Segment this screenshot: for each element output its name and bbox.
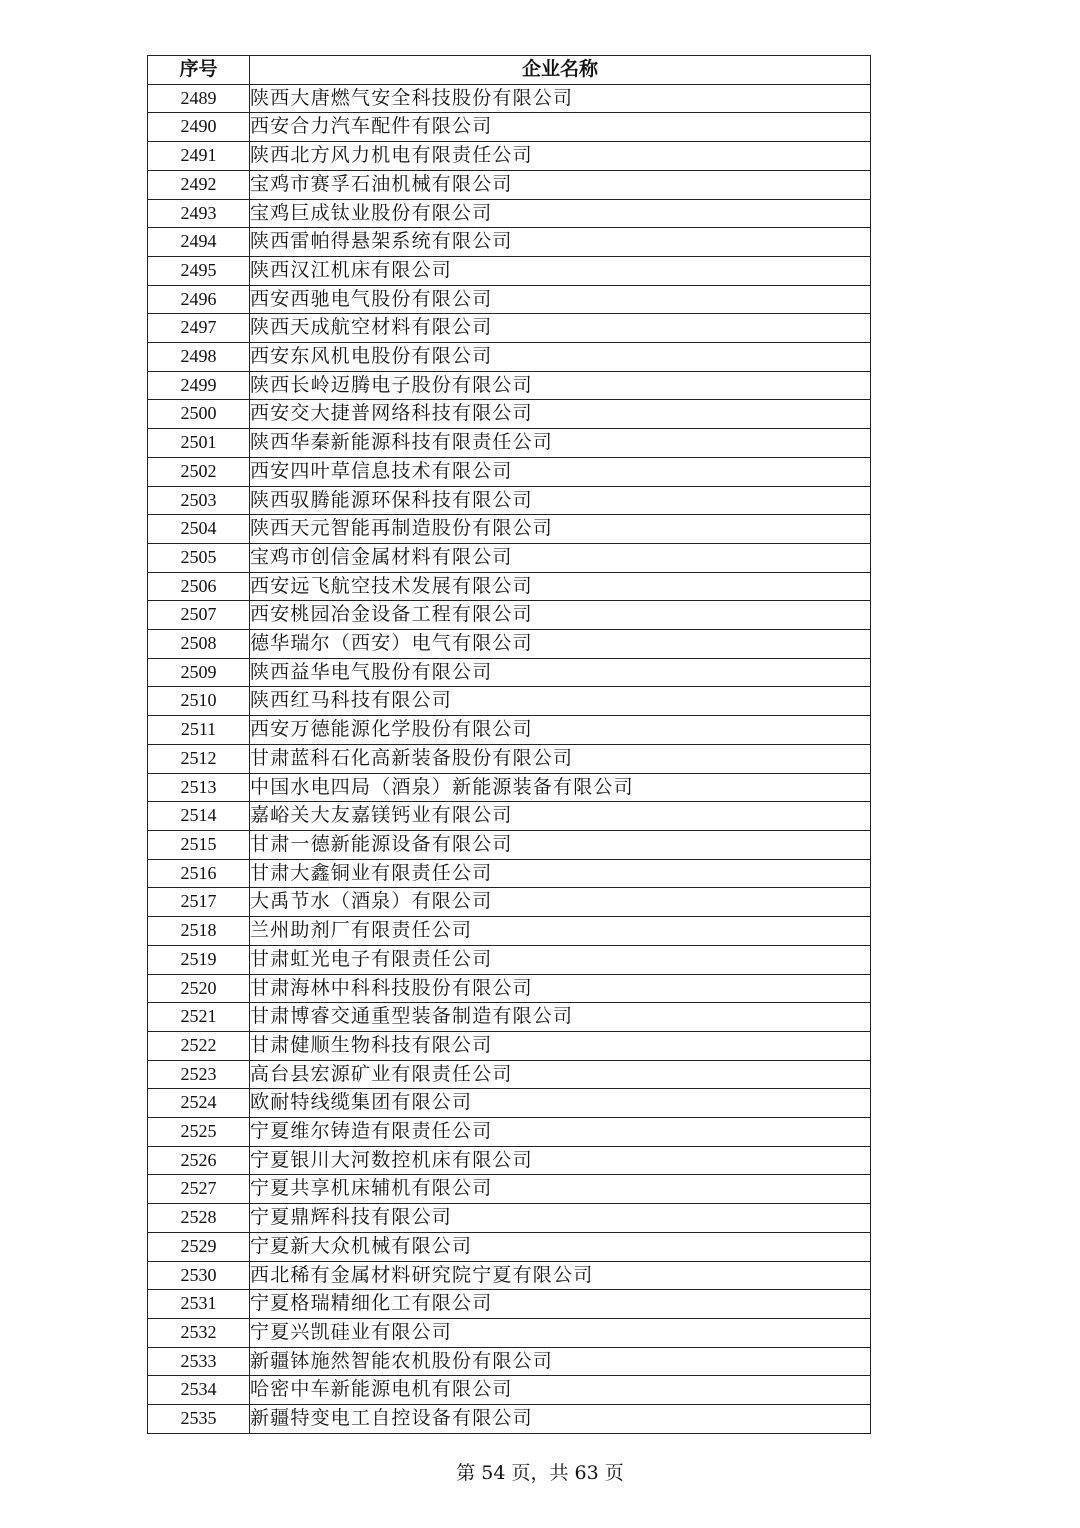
row-company-name: 宁夏兴凯硅业有限公司: [250, 1318, 871, 1347]
row-seq-number: 2489: [148, 84, 250, 113]
row-seq-number: 2533: [148, 1347, 250, 1376]
table-row: [148, 400, 871, 429]
row-seq-number: 2515: [148, 830, 250, 859]
row-seq-number: 2522: [148, 1031, 250, 1060]
company-list-table-container: [147, 55, 870, 1434]
row-seq-number: 2512: [148, 744, 250, 773]
row-seq-number: 2506: [148, 572, 250, 601]
row-company-name: 兰州助剂厂有限责任公司: [250, 917, 871, 946]
row-company-name: 西安西驰电气股份有限公司: [250, 285, 871, 314]
table-row: [148, 371, 871, 400]
table-row: [148, 457, 871, 486]
row-seq-number: 2491: [148, 142, 250, 171]
table-row: [148, 1204, 871, 1233]
header-company-name: 企业名称: [250, 56, 871, 85]
table-row: [148, 1232, 871, 1261]
table-row: [148, 228, 871, 257]
table-row: [148, 888, 871, 917]
row-seq-number: 2517: [148, 888, 250, 917]
row-company-name: 陕西华秦新能源科技有限责任公司: [250, 429, 871, 458]
row-seq-number: 2527: [148, 1175, 250, 1204]
row-seq-number: 2520: [148, 974, 250, 1003]
table-row: [148, 1290, 871, 1319]
row-company-name: 新疆钵施然智能农机股份有限公司: [250, 1347, 871, 1376]
row-company-name: 甘肃蓝科石化高新装备股份有限公司: [250, 744, 871, 773]
row-seq-number: 2529: [148, 1232, 250, 1261]
table-row: [148, 113, 871, 142]
table-row: [148, 1261, 871, 1290]
table-row: [148, 802, 871, 831]
row-seq-number: 2505: [148, 543, 250, 572]
table-row: [148, 285, 871, 314]
row-company-name: 甘肃大鑫铜业有限责任公司: [250, 859, 871, 888]
row-company-name: 甘肃博睿交通重型装备制造有限公司: [250, 1003, 871, 1032]
table-row: [148, 917, 871, 946]
row-company-name: 甘肃虹光电子有限责任公司: [250, 945, 871, 974]
row-seq-number: 2531: [148, 1290, 250, 1319]
row-company-name: 西安交大捷普网络科技有限公司: [250, 400, 871, 429]
row-seq-number: 2523: [148, 1060, 250, 1089]
row-company-name: 甘肃健顺生物科技有限公司: [250, 1031, 871, 1060]
table-row: [148, 572, 871, 601]
row-seq-number: 2530: [148, 1261, 250, 1290]
row-seq-number: 2495: [148, 256, 250, 285]
row-seq-number: 2500: [148, 400, 250, 429]
row-seq-number: 2511: [148, 716, 250, 745]
row-seq-number: 2508: [148, 630, 250, 659]
row-company-name: 西安合力汽车配件有限公司: [250, 113, 871, 142]
table-row: [148, 1003, 871, 1032]
company-list-table: [147, 55, 871, 1434]
row-company-name: 新疆特变电工自控设备有限公司: [250, 1405, 871, 1434]
table-row: [148, 773, 871, 802]
row-seq-number: 2518: [148, 917, 250, 946]
table-row: [148, 170, 871, 199]
table-row: [148, 601, 871, 630]
row-seq-number: 2494: [148, 228, 250, 257]
row-company-name: 陕西汉江机床有限公司: [250, 256, 871, 285]
row-seq-number: 2509: [148, 658, 250, 687]
row-seq-number: 2525: [148, 1118, 250, 1147]
table-row: [148, 1347, 871, 1376]
row-company-name: 哈密中车新能源电机有限公司: [250, 1376, 871, 1405]
row-company-name: 宝鸡巨成钛业股份有限公司: [250, 199, 871, 228]
row-company-name: 中国水电四局（酒泉）新能源装备有限公司: [250, 773, 871, 802]
row-seq-number: 2492: [148, 170, 250, 199]
row-seq-number: 2535: [148, 1405, 250, 1434]
table-header-row: [148, 56, 871, 85]
table-row: [148, 84, 871, 113]
row-company-name: 陕西雷帕得悬架系统有限公司: [250, 228, 871, 257]
row-seq-number: 2521: [148, 1003, 250, 1032]
row-company-name: 宁夏格瑞精细化工有限公司: [250, 1290, 871, 1319]
row-seq-number: 2504: [148, 515, 250, 544]
row-company-name: 陕西北方风力机电有限责任公司: [250, 142, 871, 171]
row-company-name: 陕西益华电气股份有限公司: [250, 658, 871, 687]
row-seq-number: 2493: [148, 199, 250, 228]
table-body: [148, 84, 871, 1433]
row-seq-number: 2507: [148, 601, 250, 630]
table-row: [148, 256, 871, 285]
row-seq-number: 2524: [148, 1089, 250, 1118]
row-company-name: 宁夏维尔铸造有限责任公司: [250, 1118, 871, 1147]
row-seq-number: 2503: [148, 486, 250, 515]
table-row: [148, 716, 871, 745]
row-company-name: 宁夏新大众机械有限公司: [250, 1232, 871, 1261]
table-row: [148, 1089, 871, 1118]
row-seq-number: 2514: [148, 802, 250, 831]
table-row: [148, 1405, 871, 1434]
table-row: [148, 974, 871, 1003]
table-row: [148, 945, 871, 974]
row-company-name: 西安远飞航空技术发展有限公司: [250, 572, 871, 601]
row-company-name: 西安桃园冶金设备工程有限公司: [250, 601, 871, 630]
row-company-name: 宝鸡市创信金属材料有限公司: [250, 543, 871, 572]
row-company-name: 陕西天元智能再制造股份有限公司: [250, 515, 871, 544]
row-company-name: 陕西大唐燃气安全科技股份有限公司: [250, 84, 871, 113]
row-company-name: 西安四叶草信息技术有限公司: [250, 457, 871, 486]
row-seq-number: 2497: [148, 314, 250, 343]
table-row: [148, 859, 871, 888]
table-row: [148, 1118, 871, 1147]
row-company-name: 德华瑞尔（西安）电气有限公司: [250, 630, 871, 659]
row-seq-number: 2519: [148, 945, 250, 974]
row-seq-number: 2510: [148, 687, 250, 716]
row-company-name: 宁夏鼎辉科技有限公司: [250, 1204, 871, 1233]
row-seq-number: 2496: [148, 285, 250, 314]
table-row: [148, 314, 871, 343]
row-company-name: 宁夏共享机床辅机有限公司: [250, 1175, 871, 1204]
row-seq-number: 2513: [148, 773, 250, 802]
page-footer: 第 54 页，共 63 页: [456, 1462, 624, 1484]
table-row: [148, 486, 871, 515]
row-company-name: 甘肃海林中科科技股份有限公司: [250, 974, 871, 1003]
table-row: [148, 199, 871, 228]
table-row: [148, 1060, 871, 1089]
header-seq: 序号: [148, 56, 250, 85]
table-row: [148, 1376, 871, 1405]
row-company-name: 陕西天成航空材料有限公司: [250, 314, 871, 343]
table-row: [148, 658, 871, 687]
row-seq-number: 2502: [148, 457, 250, 486]
row-company-name: 西北稀有金属材料研究院宁夏有限公司: [250, 1261, 871, 1290]
table-row: [148, 429, 871, 458]
row-seq-number: 2490: [148, 113, 250, 142]
row-seq-number: 2499: [148, 371, 250, 400]
row-seq-number: 2501: [148, 429, 250, 458]
row-seq-number: 2526: [148, 1146, 250, 1175]
row-company-name: 欧耐特线缆集团有限公司: [250, 1089, 871, 1118]
table-row: [148, 687, 871, 716]
row-company-name: 陕西驭腾能源环保科技有限公司: [250, 486, 871, 515]
table-row: [148, 142, 871, 171]
table-row: [148, 830, 871, 859]
row-company-name: 宝鸡市赛孚石油机械有限公司: [250, 170, 871, 199]
row-company-name: 陕西长岭迈腾电子股份有限公司: [250, 371, 871, 400]
table-row: [148, 1318, 871, 1347]
row-seq-number: 2534: [148, 1376, 250, 1405]
row-company-name: 甘肃一德新能源设备有限公司: [250, 830, 871, 859]
table-row: [148, 630, 871, 659]
table-row: [148, 515, 871, 544]
table-row: [148, 543, 871, 572]
row-company-name: 宁夏银川大河数控机床有限公司: [250, 1146, 871, 1175]
table-row: [148, 1175, 871, 1204]
table-row: [148, 1031, 871, 1060]
row-company-name: 陕西红马科技有限公司: [250, 687, 871, 716]
row-seq-number: 2516: [148, 859, 250, 888]
table-row: [148, 343, 871, 372]
row-seq-number: 2498: [148, 343, 250, 372]
table-row: [148, 744, 871, 773]
row-company-name: 嘉峪关大友嘉镁钙业有限公司: [250, 802, 871, 831]
row-company-name: 西安东风机电股份有限公司: [250, 343, 871, 372]
table-row: [148, 1146, 871, 1175]
row-company-name: 大禹节水（酒泉）有限公司: [250, 888, 871, 917]
row-seq-number: 2528: [148, 1204, 250, 1233]
row-company-name: 西安万德能源化学股份有限公司: [250, 716, 871, 745]
row-company-name: 高台县宏源矿业有限责任公司: [250, 1060, 871, 1089]
row-seq-number: 2532: [148, 1318, 250, 1347]
